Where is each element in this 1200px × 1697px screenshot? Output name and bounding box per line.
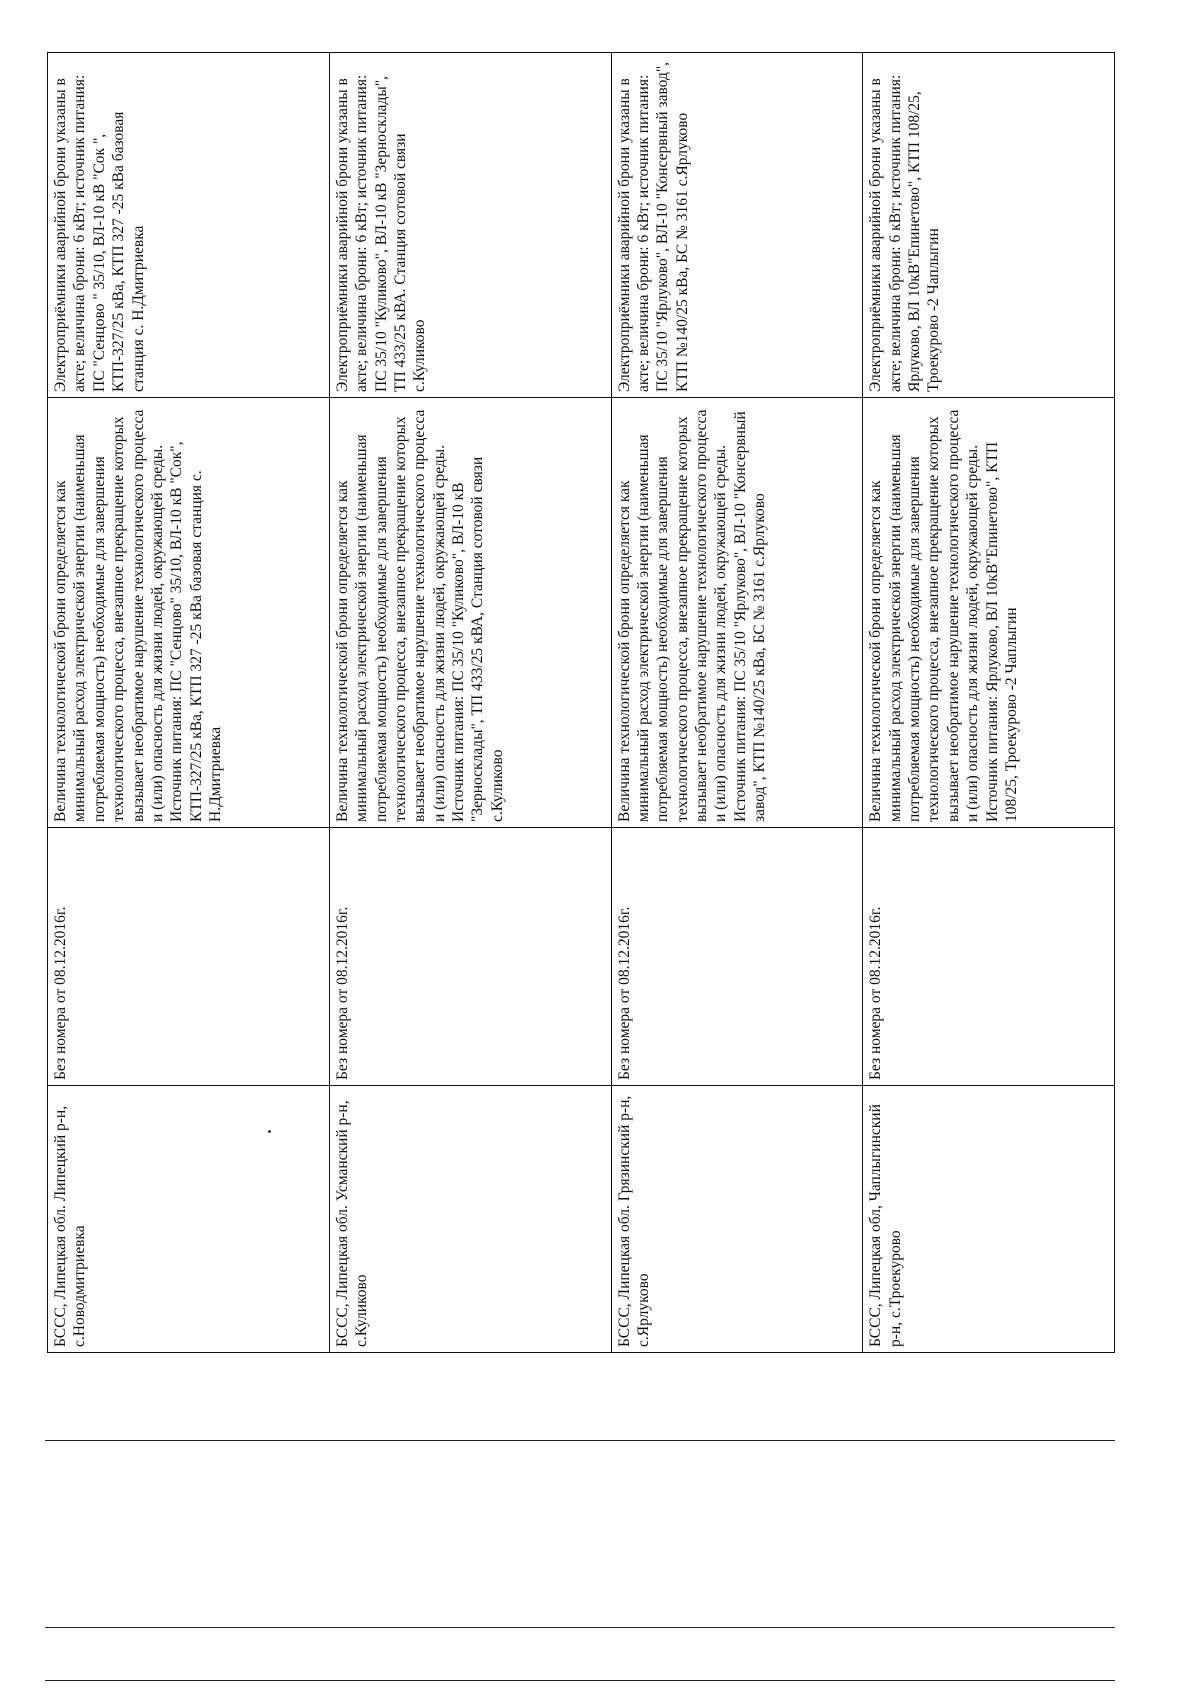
table-row [611, 53, 863, 1353]
divider-line [45, 1680, 1115, 1681]
divider-line [45, 1627, 1115, 1628]
emergency-reserve-cell: Электроприёмники аварийной брони указаны в акте; величина брони: 6 кВт; источник питания: Ярлуково, ВЛ 10кВ"Епинетово", КТП 108/25, Троекурово -2 Чаплыгин [863, 53, 1115, 398]
object-cell: БССС, Липецкая обл, Чаплыгинский р-н, с.Троекурово [863, 1086, 1115, 1353]
scan-speck [268, 1130, 271, 1133]
object-cell: БССС, Липецкая обл. Усманский р-н, с.Куликово [329, 1086, 611, 1353]
table-row [48, 53, 330, 1353]
emergency-reserve-cell: Электроприёмники аварийной брони указаны в акте; величина брони: 6 кВт; источник питания: ПС 35/10 "Ярлуково", ВЛ-10 "Консервный завод", КТП №140/25 кВа, БС № 3161 с.Ярлуково [611, 53, 863, 398]
act-cell: Без номера от 08.12.2016г. [611, 828, 863, 1086]
divider-line [45, 1440, 1115, 1441]
tech-reserve-cell: Величина технологической брони определяется как минимальный расход электрической энергии (наименьшая потребляемая мощность) необходимые для завершения технологического процесса, внезапное прекращение которых вызывает необратимое нарушение технологического процесса и (или) опасность для жизни людей, окружающей среды. Источник питания: Ярлуково, ВЛ 10кВ"Епинетово", КТП 108/25, Троекурово -2 Чаплыгин [863, 398, 1115, 828]
tech-reserve-cell: Величина технологической брони определяется как минимальный расход электрической энергии (наименьшая потребляемая мощность) необходимые для завершения технологического процесса, внезапное прекращение которых вызывает необратимое нарушение технологического процесса и (или) опасность для жизни людей, окружающей среды. Источник питания: ПС 35/10 "Куликово", ВЛ-10 кВ "Зерносклады", ТП 433/25 кВА, Станция сотовой связи с.Куликово [329, 398, 611, 828]
tech-reserve-cell: Величина технологической брони определяется как минимальный расход электрической энергии (наименьшая потребляемая мощность) необходимые для завершения технологического процесса, внезапное прекращение которых вызывает необратимое нарушение технологического процесса и (или) опасность для жизни людей, окружающей среды. Источник питания: ПС 35/10 "Ярлуково", ВЛ-10 "Консервный завод", КТП №140/25 кВа, БС № 3161 с.Ярлуково [611, 398, 863, 828]
act-cell: Без номера от 08.12.2016г. [329, 828, 611, 1086]
tech-reserve-cell: Величина технологической брони определяется как минимальный расход электрической энергии (наименьшая потребляемая мощность) необходимые для завершения технологического процесса, внезапное прекращение которых вызывает необратимое нарушение технологического процесса и (или) опасность для жизни людей, окружающей среды. Источник питания: ПС "Сенцово" 35/10, ВЛ-10 кВ "Сок", КТП-327/25 кВа, КТП 327 -25 кВа базовая станция с. Н.Дмитриевка [48, 398, 330, 828]
emergency-reserve-cell: Электроприёмники аварийной брони указаны в акте; величина брони: 6 кВт; источник питания: ПС 35/10 "Куликово", ВЛ-10 кВ "Зерносклады", ТП 433/25 кВА. Станция сотовой связи с.Куликово [329, 53, 611, 398]
act-cell: Без номера от 08.12.2016г. [863, 828, 1115, 1086]
table-row [329, 53, 611, 1353]
power-reserve-table [47, 52, 1115, 1353]
object-cell: БССС, Липецкая обл. Грязинский р-н, с.Ярлуково [611, 1086, 863, 1353]
emergency-reserve-cell: Электроприёмники аварийной брони указаны в акте; величина брони: 6 кВт; источник питания: ПС "Сенцово " 35/10, ВЛ-10 кВ "Сок ", КТП-327/25 кВа, КТП 327 -25 кВа базовая станция с. Н.Дмитриевка [48, 53, 330, 398]
act-cell: Без номера от 08.12.2016г. [48, 828, 330, 1086]
table-row [863, 53, 1115, 1353]
object-cell: БССС, Липецкая обл. Липецкий р-н, с.Новодмитриевка [48, 1086, 330, 1353]
rotated-table-container [47, 53, 1115, 1353]
